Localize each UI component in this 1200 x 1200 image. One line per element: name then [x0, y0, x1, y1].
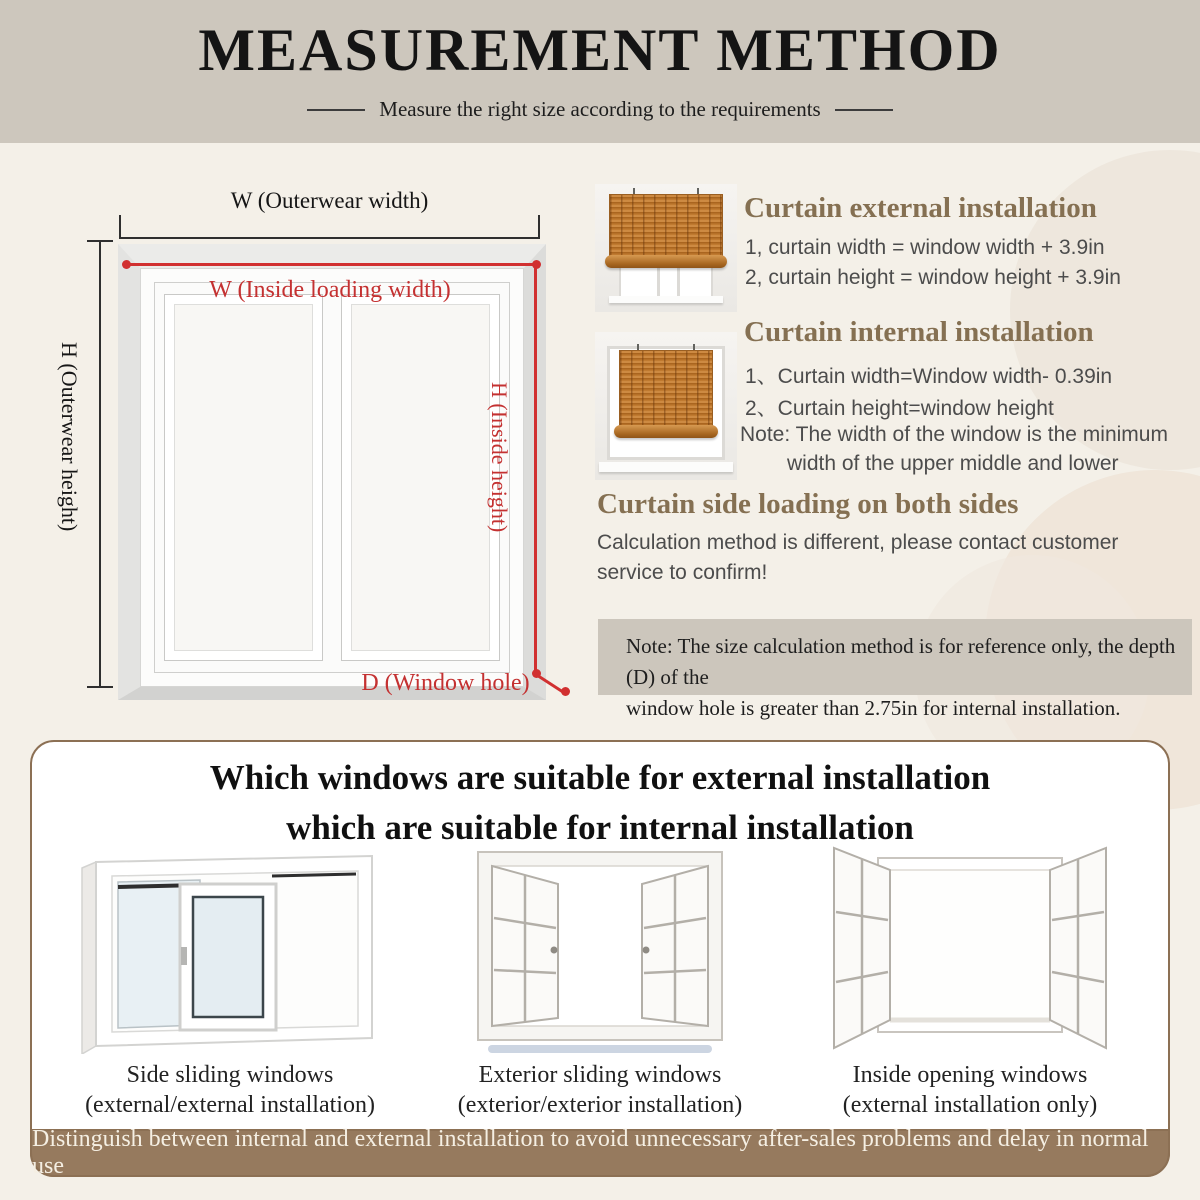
window-glass — [351, 304, 490, 651]
header-band — [0, 0, 1200, 143]
external-install-title: Curtain external installation — [744, 192, 1097, 224]
outer-height-dimension-line — [99, 240, 101, 688]
window-frame — [140, 268, 524, 687]
size-note-line-1: Note: The size calculation method is for reference only, the depth (D) of the — [626, 634, 1176, 689]
measure-dot — [532, 669, 541, 678]
dimension-tick — [87, 240, 113, 242]
window-pane-right — [341, 294, 500, 661]
internal-install-note-1: Note: The width of the window is the minimum — [740, 423, 1168, 446]
page-title: MEASUREMENT METHOD — [198, 17, 1002, 83]
window-caption-install: (external installation only) — [842, 1092, 1098, 1118]
window-caption-install: (exterior/exterior installation) — [457, 1092, 743, 1118]
side-loading-text-1: Calculation method is different, please contact customer — [597, 531, 1119, 554]
external-install-rule-1: 1, curtain width = window width + 3.9in — [745, 236, 1105, 259]
inside-opening-window-figure — [800, 842, 1140, 1054]
internal-install-rule-1: 1、Curtain width=Window width- 0.39in — [745, 365, 1113, 388]
page-subtitle: Measure the right size according to the requirements — [379, 97, 821, 121]
window-types-panel — [30, 740, 1170, 1177]
inside-width-measure-line — [126, 263, 537, 266]
inside-height-label: H (Inside height) — [487, 382, 512, 533]
window-sash — [154, 282, 510, 673]
window-diagram — [118, 244, 546, 700]
panel-heading-line-1: Which windows are suitable for external installation — [209, 758, 991, 797]
window-pane-left — [164, 294, 323, 661]
exterior-sliding-window-figure — [430, 842, 770, 1054]
inside-width-label: W (Inside loading width) — [209, 277, 451, 303]
exterior-sliding-window-drawing — [430, 842, 770, 1054]
subtitle-line-right — [835, 109, 893, 111]
dimension-tick — [87, 686, 113, 688]
external-install-photo — [595, 184, 737, 312]
internal-install-note-2: width of the upper middle and lower — [787, 452, 1119, 475]
dimension-tick — [119, 215, 121, 239]
outer-width-dimension-line — [119, 237, 540, 239]
dimension-tick — [538, 215, 540, 239]
side-loading-text-2: service to confirm! — [597, 561, 768, 584]
panel-footer-bar — [30, 1126, 1170, 1179]
subtitle-row — [0, 97, 1200, 122]
external-install-rule-2: 2, curtain height = window height + 3.9in — [745, 266, 1121, 289]
bamboo-blind-roll — [605, 255, 727, 268]
bamboo-blind — [619, 350, 713, 432]
side-sliding-window-figure — [60, 842, 400, 1054]
panel-heading-line-2: which are suitable for internal installation — [286, 808, 914, 847]
bamboo-blind-roll — [614, 425, 718, 438]
measure-dot — [122, 260, 131, 269]
photo-window-sill — [609, 296, 723, 303]
subtitle-line-left — [307, 109, 365, 111]
panel-footer-text: Distinguish between internal and external installation to avoid unnecessary after-sales problems and delay in normal use — [32, 1126, 1149, 1179]
bamboo-blind — [609, 194, 723, 262]
outer-height-label: H (Outerwear height) — [57, 342, 82, 532]
size-note-box — [598, 619, 1192, 720]
internal-install-title: Curtain internal installation — [744, 316, 1094, 348]
measure-dot — [532, 260, 541, 269]
outer-width-label: W (Outerwear width) — [230, 188, 429, 213]
side-loading-title: Curtain side loading on both sides — [597, 488, 1019, 520]
side-sliding-window-drawing — [60, 842, 400, 1054]
inside-height-measure-line — [534, 263, 537, 674]
measure-dot — [561, 687, 570, 696]
window-depth-label: D (Window hole) — [361, 670, 530, 696]
photo-window-sill — [599, 462, 733, 472]
window-caption-name: Exterior sliding windows — [478, 1062, 722, 1088]
internal-install-photo — [595, 332, 737, 480]
size-note-line-2: window hole is greater than 2.75in for internal installation. — [626, 696, 1121, 720]
window-glass — [174, 304, 313, 651]
window-caption-install: (external/external installation) — [85, 1092, 375, 1118]
window-caption-name: Inside opening windows — [852, 1062, 1088, 1088]
internal-install-rule-2: 2、Curtain height=window height — [745, 397, 1054, 420]
inside-opening-window-drawing — [800, 842, 1140, 1054]
window-caption-name: Side sliding windows — [126, 1062, 334, 1088]
